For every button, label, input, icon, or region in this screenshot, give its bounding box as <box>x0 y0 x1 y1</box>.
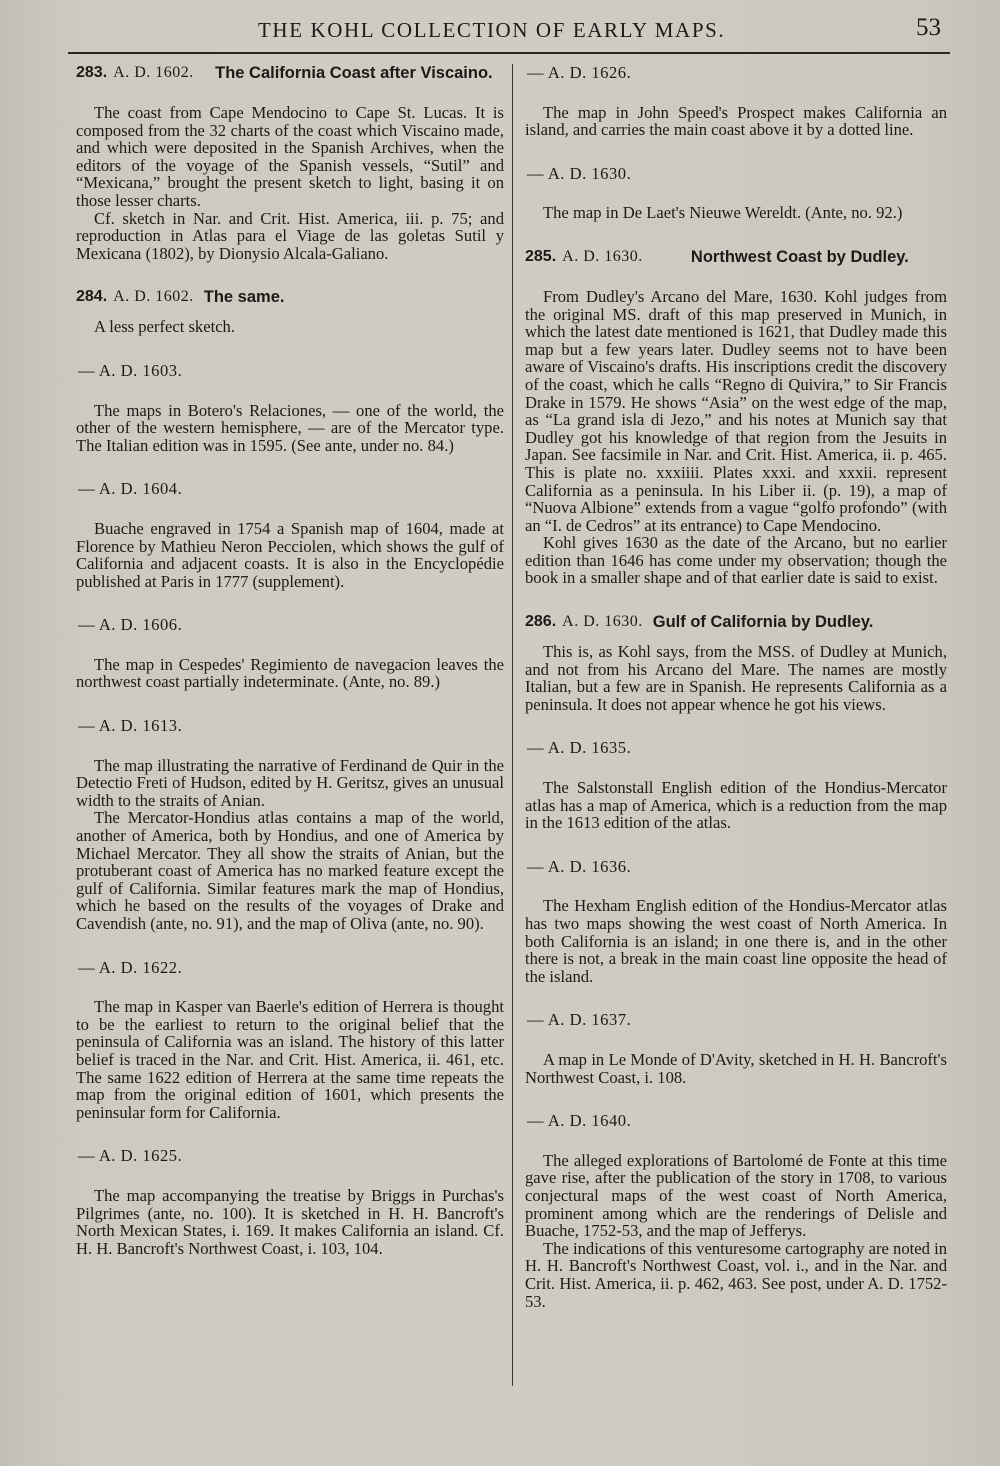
entry-number: 286. <box>525 613 557 631</box>
paragraph: The maps in Botero's Relaciones, — one of the world, the other of the western hemisphere, — are of the Mercator type. The Italian edition was in 1595. (See ante, under no. 84.) <box>76 400 504 455</box>
entry-title: The California Coast after Viscaino. <box>215 64 493 82</box>
entry-date-1636: — A. D. 1636. <box>527 856 632 876</box>
entry-title: The same. <box>203 288 285 307</box>
entry-title: Gulf of California by Dudley. <box>652 613 874 632</box>
entry-date: A. D. 1630. <box>562 247 643 265</box>
entry-283-heading <box>76 64 504 82</box>
entry-number: 283. <box>76 64 108 81</box>
entry-title: Northwest Coast by Dudley. <box>690 247 909 266</box>
entry-286-heading <box>525 613 947 631</box>
right-column <box>525 64 947 1310</box>
entry-date-1635: — A. D. 1635. <box>527 738 632 758</box>
paragraph: This is, as Kohl says, from the MSS. of Dudley at Munich, and not from his Arcano del Mare. The names are mostly Italian, but a few are in Spanish. He represents California as a peninsula. It does not appear whence he got his views. <box>525 642 947 714</box>
paragraph: The Hexham English edition of the Hondius-Mercator atlas has two maps showing the west coast of North America. In both California is an island; in one there is, and in the other there is not, a break in the main coast line opposite the head of the island. <box>525 896 947 986</box>
paragraph: The map in Kasper van Baerle's edition of Herrera is thought to be the earliest to return to the original belief that the peninsula of California was an island. The history of this latter belief is traced in the Nar. and Crit. Hist. America, ii. 461, etc. The same 1622 edition of Herrera at the same time repeats the map from the original edition of 1601, which presents the peninsular form for California. <box>76 997 504 1122</box>
paragraph: The indications of this venturesome cartography are noted in H. H. Bancroft's Northwest Coast, vol. i., and in the Nar. and Crit. Hist. America, ii. p. 462, 463. See post, under A. D. 1752-53. <box>525 1238 947 1311</box>
paragraph: A map in Le Monde of D'Avity, sketched in H. H. Bancroft's Northwest Coast, i. 108. <box>525 1049 947 1087</box>
paragraph: Kohl gives 1630 as the date of the Arcano, but no earlier edition than 1646 has come under my observation; though the book in a smaller shape and of that earlier date is said to exist. <box>525 533 947 588</box>
paragraph: From Dudley's Arcano del Mare, 1630. Kohl judges from the original MS. draft of this map preserved in Munich, in which the latest date mentioned is 1621, that Dudley made this map but a few years later. Dudley seems not to have been aware of Viscaino's drafts. His inscriptions credit the discovery of the coast, which he calls “Regno di Quivira,” to Sir Francis Drake in 1579. He shows “Asia” on the west edge of the map, as “La grand isla di Jezo,” and his notes at Munich say that Dudley got his knowledge of that region from the Jesuits in Japan. See facsimile in Nar. and Crit. Hist. America, ii. p. 465. This is plate no. xxxiiii. Plates xxxi. and xxxii. represent California as a peninsula. In his Liber ii. (p. 19), a map of “Nuova Albione” extends from a vague “golfo profondo” (with an “I. de Cedros” at its entrance) to Cape Mendocino. <box>525 286 947 535</box>
paragraph: The coast from Cape Mendocino to Cape St. Lucas. It is composed from the 32 charts of the coast which Viscaino made, and which were deposited in the Spanish Archives, when the editors of the voyage of the Spanish vessels, “Sutil” and “Mexicana,” brought the present sketch to light, basing it on those lesser charts. <box>76 103 504 210</box>
entry-number: 285. <box>525 247 557 265</box>
entry-date: A. D. 1630. <box>562 613 643 631</box>
entry-date: A. D. 1602. <box>113 64 194 81</box>
entry-date-1637: — A. D. 1637. <box>527 1010 632 1030</box>
running-title: THE KOHL COLLECTION OF EARLY MAPS. <box>258 18 726 42</box>
paragraph: The Salstonstall English edition of the Hondius-Mercator atlas has a map of America, which is a reduction from the map in the 1613 edition of the atlas. <box>525 778 947 833</box>
entry-number: 284. <box>76 288 108 306</box>
entry-date-1622: — A. D. 1622. <box>78 957 183 977</box>
paragraph: The map in John Speed's Prospect makes California an island, and carries the main coast above it by a dotted line. <box>525 102 947 140</box>
paragraph: Buache engraved in 1754 a Spanish map of 1604, made at Florence by Mathieu Neron Pecciolen, which shows the gulf of California and adjacent coasts. It is also in the Encyclopédie published at Paris in 1777 (supplement). <box>76 518 504 591</box>
column-divider <box>512 64 513 1386</box>
entry-date-1603: — A. D. 1603. <box>78 360 183 380</box>
paragraph: The map in Cespedes' Regimiento de navegacion leaves the northwest coast partially indeterminate. (Ante, no. 89.) <box>76 654 504 692</box>
left-column <box>76 64 504 1257</box>
entry-date-1613: — A. D. 1613. <box>78 716 183 736</box>
entry-date-1625: — A. D. 1625. <box>78 1146 183 1166</box>
header-rule <box>68 52 950 54</box>
running-head <box>0 14 1000 50</box>
paragraph: A less perfect sketch. <box>94 317 235 337</box>
entry-date-1626: — A. D. 1626. <box>527 63 632 82</box>
entry-285-heading <box>525 248 947 266</box>
paragraph: The alleged explorations of Bartolomé de Fonte at this time gave rise, after the publication of the story in 1708, to various conjectural maps of the west coast of North America, prominent among which are the renderings of Delisle and Buache, 1752-53, and the map of Jefferys. <box>525 1150 947 1241</box>
page-number: 53 <box>916 14 941 41</box>
entry-date-1640: — A. D. 1640. <box>527 1111 632 1131</box>
entry-date: A. D. 1602. <box>113 288 194 306</box>
paragraph: Cf. sketch in Nar. and Crit. Hist. America, iii. p. 75; and reproduction in Atlas para el Viage de las goletas Sutil y Mexicana (1802), by Dionysio Alcala-Galiano. <box>76 208 504 263</box>
entry-date-1606: — A. D. 1606. <box>78 615 183 635</box>
paragraph: The map illustrating the narrative of Ferdinand de Quir in the Detectio Freti of Hudson, edited by H. Geritsz, gives an unusual width to the straits of Anian. <box>76 755 504 810</box>
entry-284-heading <box>76 288 504 306</box>
entry-date-1630: — A. D. 1630. <box>527 163 632 183</box>
entry-date-1604: — A. D. 1604. <box>78 479 183 499</box>
paragraph: The map in De Laet's Nieuwe Wereldt. (Ante, no. 92.) <box>543 203 903 223</box>
paragraph: The map accompanying the treatise by Briggs in Purchas's Pilgrimes (ante, no. 100). It is sketched in H. H. Bancroft's North Mexican States, i. 169. It makes California an island. Cf. H. H. Bancroft's Northwest Coast, i. 103, 104. <box>76 1185 504 1258</box>
paragraph: The Mercator-Hondius atlas contains a map of the world, another of America, both by Hondius, and one of America by Michael Mercator. They all show the straits of Anian, but the protuberant coast of America has no marked feature except the gulf of California. Similar features mark the map of Hondius, which he based on the results of the voyages of Drake and Cavendish (ante, no. 91), and the map of Oliva (ante, no. 90). <box>76 808 504 933</box>
